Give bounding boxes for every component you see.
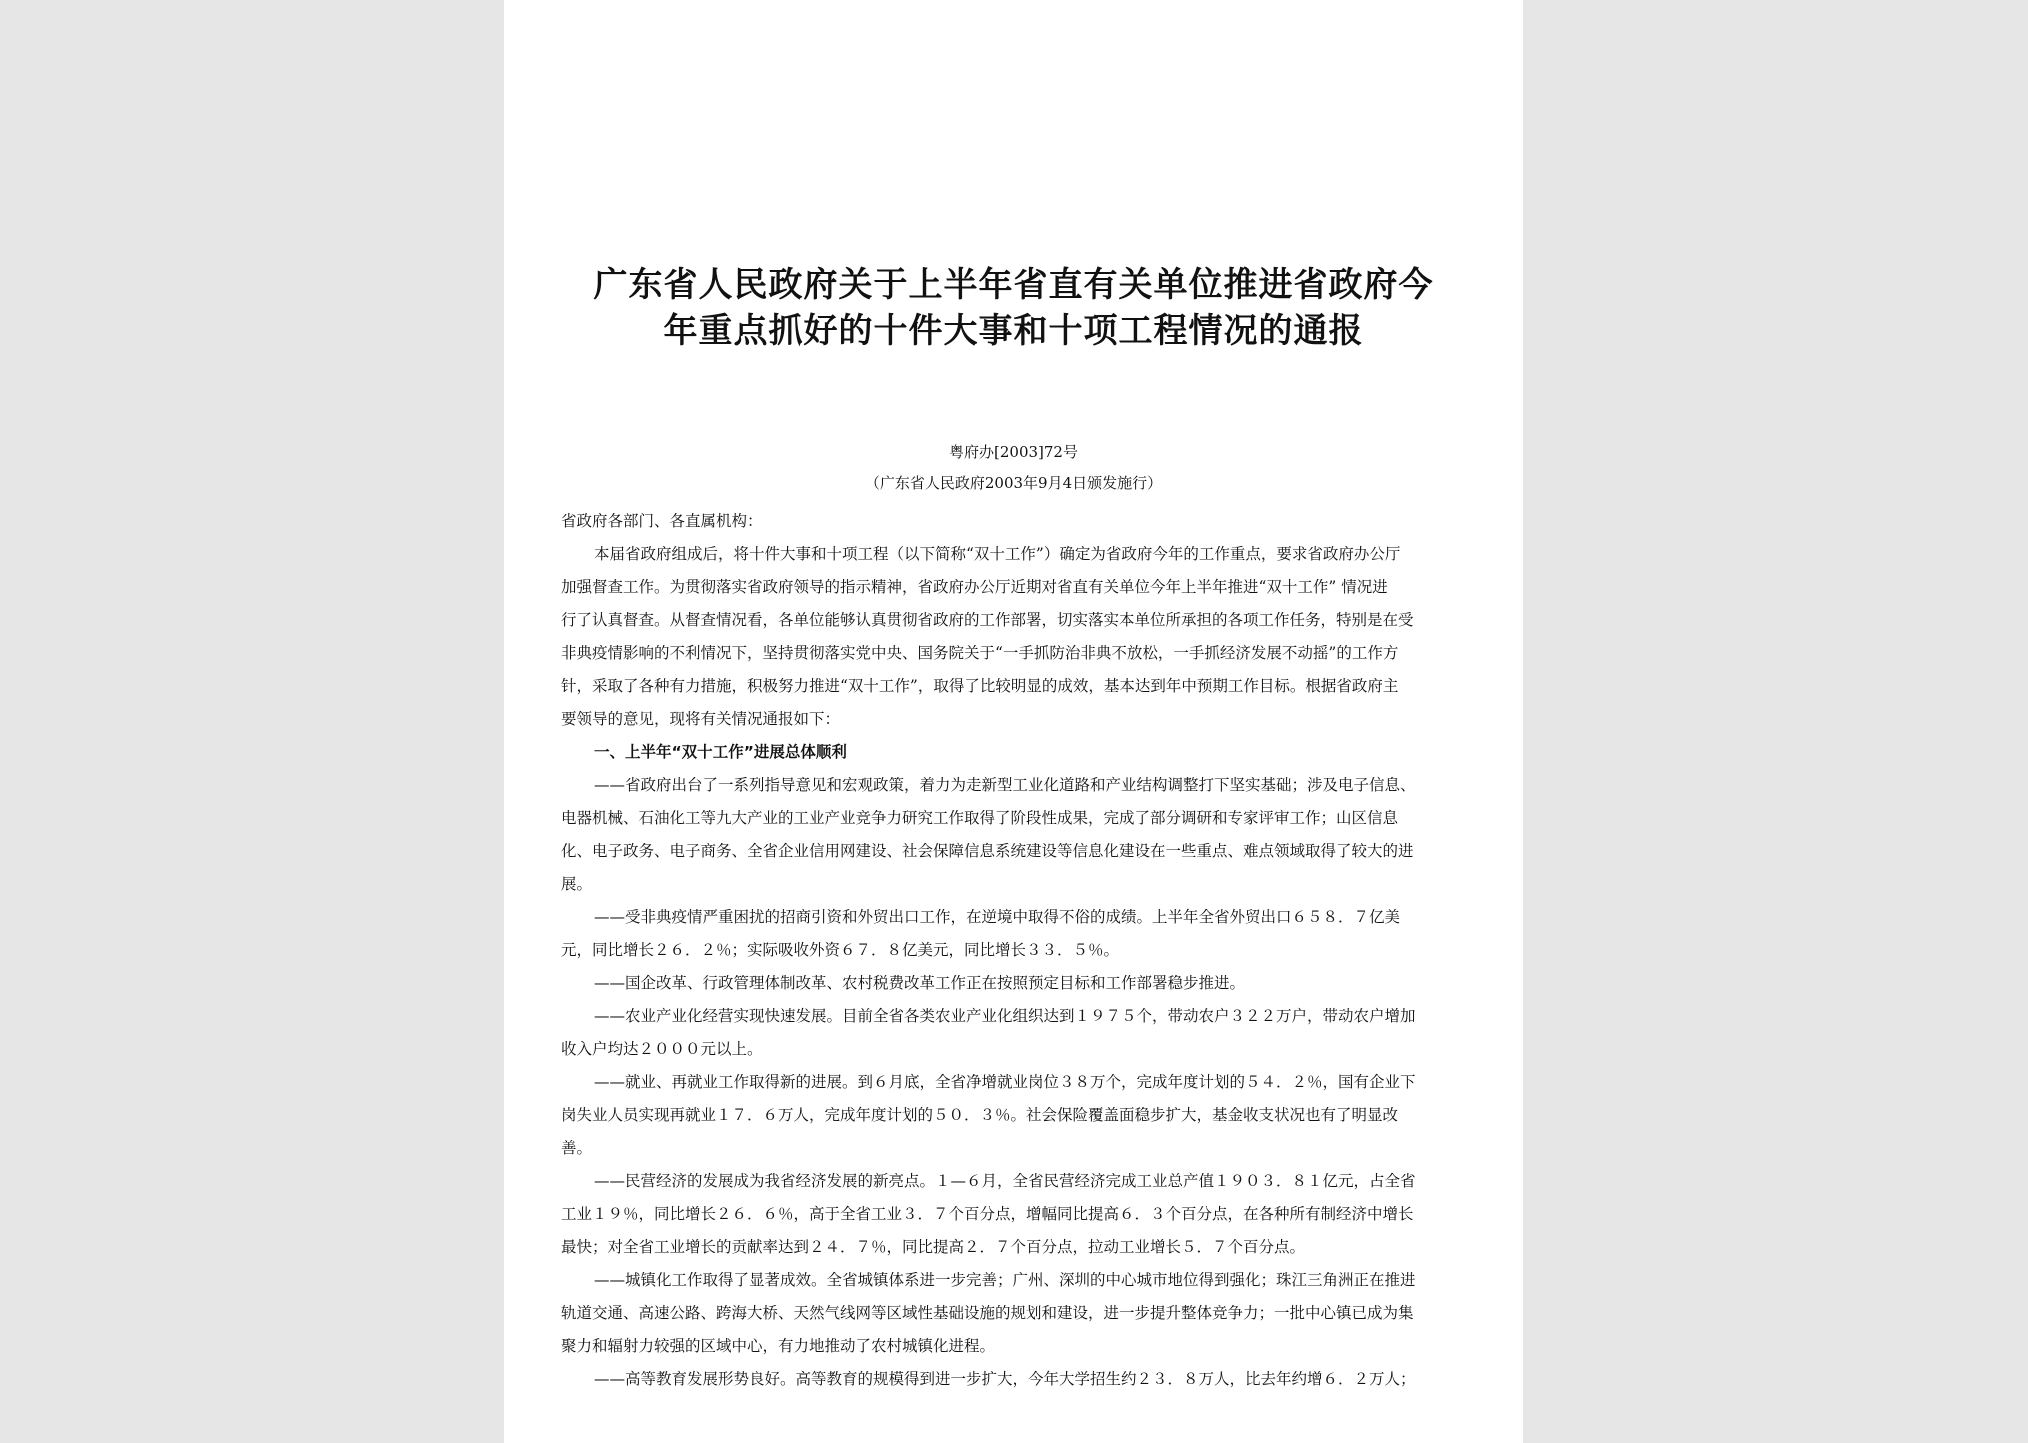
- body-line: 岗失业人员实现再就业１７．６万人，完成年度计划的５０．３％。社会保险覆盖面稳步扩大，基金收支状况也有了明显改: [561, 1106, 1399, 1124]
- body-line: 元，同比增长２６．２％；实际吸收外资６７．８亿美元，同比增长３３．５％。: [561, 941, 1120, 959]
- body-line: 收入户均达２０００元以上。: [561, 1040, 763, 1058]
- issuer-line: （广东省人民政府2003年9月4日颁发施行）: [864, 474, 1163, 492]
- body-line: 展。: [561, 875, 593, 893]
- body-line: ——民营经济的发展成为我省经济发展的新亮点。１—６月，全省民营经济完成工业总产值１９０３．８１亿元，占全省: [594, 1172, 1416, 1190]
- body-line: 电器机械、石油化工等九大产业的工业产业竞争力研究工作取得了阶段性成果，完成了部分调研和专家评审工作；山区信息: [561, 809, 1399, 827]
- body-line: 化、电子政务、电子商务、全省企业信用网建设、社会保障信息系统建设等信息化建设在一些重点、难点领域取得了较大的进: [561, 842, 1414, 860]
- section-heading: 一、上半年“双十工作”进展总体顺利: [594, 743, 847, 761]
- body-line: 非典疫情影响的不利情况下，坚持贯彻落实党中央、国务院关于“一手抓防治非典不放松，一手抓经济发展不动摇”的工作方: [561, 644, 1399, 662]
- document-page: [504, 0, 1523, 1443]
- document-body: [561, 505, 1477, 1396]
- body-line: ——受非典疫情严重困扰的招商引资和外贸出口工作，在逆境中取得不俗的成绩。上半年全省外贸出口６５８．７亿美: [594, 908, 1401, 926]
- body-line: 针，采取了各种有力措施，积极努力推进“双十工作”，取得了比较明显的成效，基本达到年中预期工作目标。根据省政府主: [561, 677, 1399, 695]
- body-line: 善。: [561, 1139, 593, 1157]
- body-line: 最快；对全省工业增长的贡献率达到２４．７％，同比提高２．７个百分点，拉动工业增长５．７个百分点。: [561, 1238, 1306, 1256]
- body-line: ——城镇化工作取得了显著成效。全省城镇体系进一步完善；广州、深圳的中心城市地位得到强化；珠江三角洲正在推进: [594, 1271, 1416, 1289]
- body-line: 本届省政府组成后，将十件大事和十项工程（以下简称“双十工作”）确定为省政府今年的工作重点，要求省政府办公厅: [594, 545, 1401, 563]
- body-line: ——高等教育发展形势良好。高等教育的规模得到进一步扩大，今年大学招生约２３．８万人，比去年约增６．２万人；: [594, 1370, 1416, 1388]
- body-line: ——就业、再就业工作取得新的进展。到６月底，全省净增就业岗位３８万个，完成年度计划的５４．２％，国有企业下: [594, 1073, 1416, 1091]
- title-line-2: 年重点抓好的十件大事和十项工程情况的通报: [663, 311, 1364, 351]
- title-line-1: 广东省人民政府关于上半年省直有关单位推进省政府今: [593, 265, 1434, 305]
- body-line: 聚力和辐射力较强的区域中心，有力地推动了农村城镇化进程。: [561, 1337, 996, 1355]
- body-line: 要领导的意见，现将有关情况通报如下：: [561, 710, 841, 728]
- body-line: 轨道交通、高速公路、跨海大桥、天然气线网等区域性基础设施的规划和建设，进一步提升整体竞争力；一批中心镇已成为集: [561, 1304, 1414, 1322]
- body-line: 省政府各部门、各直属机构：: [561, 512, 763, 530]
- body-line: ——农业产业化经营实现快速发展。目前全省各类农业产业化组织达到１９７５个，带动农户３２２万户，带动农户增加: [594, 1007, 1416, 1025]
- body-line: 行了认真督查。从督查情况看，各单位能够认真贯彻省政府的工作部署，切实落实本单位所承担的各项工作任务，特别是在受: [561, 611, 1414, 629]
- body-line: ——省政府出台了一系列指导意见和宏观政策，着力为走新型工业化道路和产业结构调整打下坚实基础；涉及电子信息、: [594, 776, 1416, 794]
- body-line: ——国企改革、行政管理体制改革、农村税费改革工作正在按照预定目标和工作部署稳步推进。: [594, 974, 1246, 992]
- document-title: [552, 262, 1475, 354]
- document-number: 粤府办[2003]72号: [949, 443, 1078, 461]
- body-line: 加强督查工作。为贯彻落实省政府领导的指示精神，省政府办公厅近期对省直有关单位今年上半年推进“双十工作” 情况进: [561, 578, 1388, 596]
- body-line: 工业１９％，同比增长２６．６％，高于全省工业３．７个百分点，增幅同比提高６．３个百分点，在各种所有制经济中增长: [561, 1205, 1414, 1223]
